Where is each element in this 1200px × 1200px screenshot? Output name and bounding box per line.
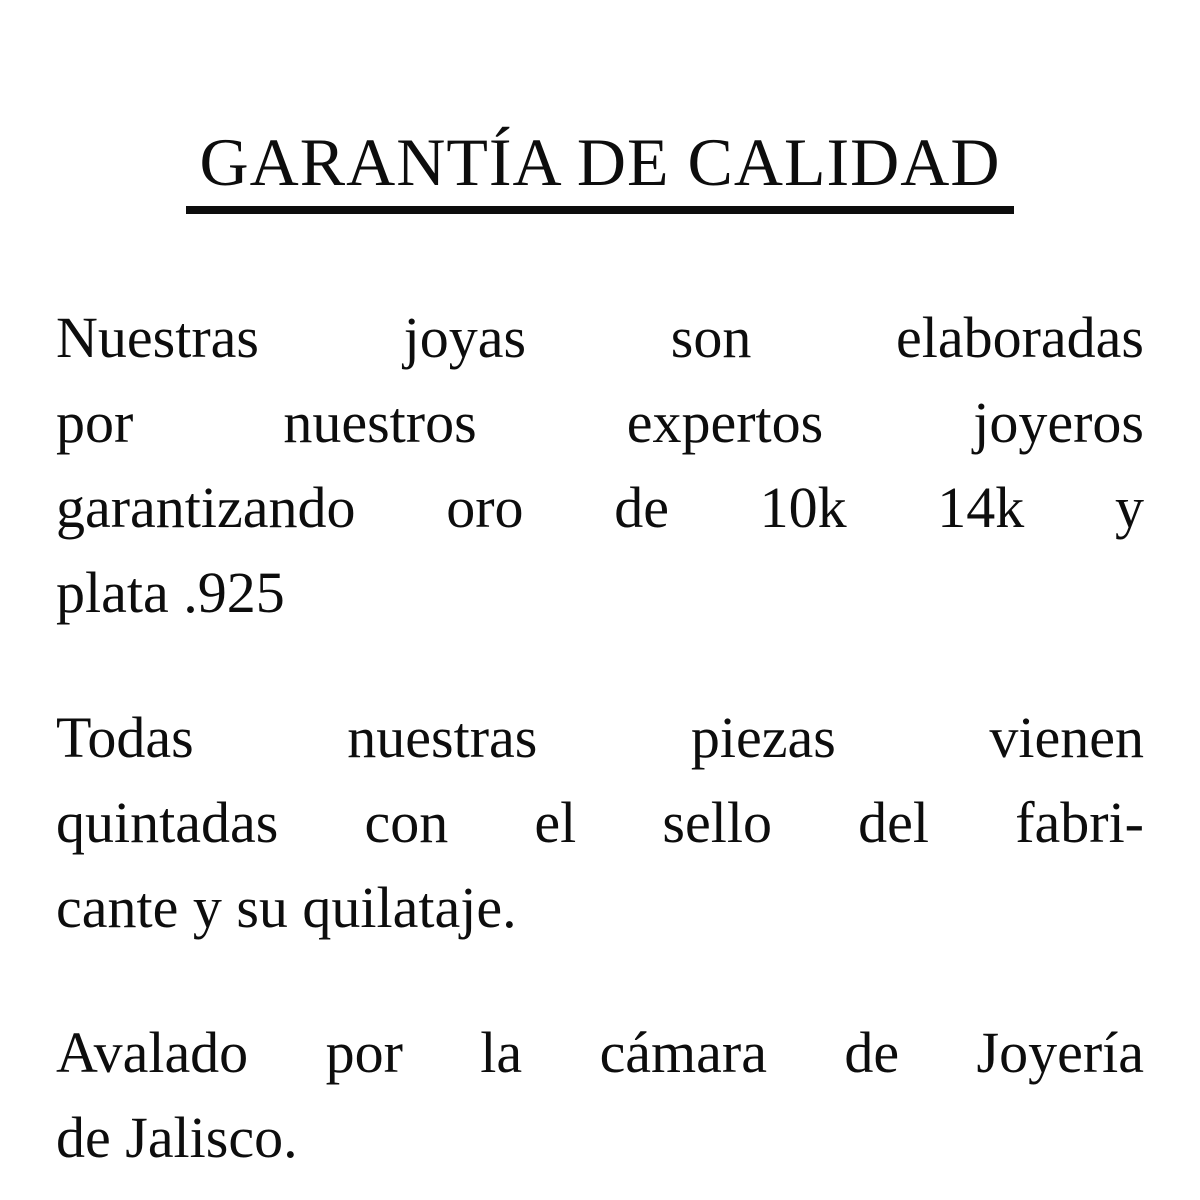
body-text	[56, 295, 1144, 1180]
paragraph-line: Avalado por la cámara de Joyería	[56, 1020, 1144, 1086]
paragraph-line: por nuestros expertos joyeros	[56, 390, 1144, 456]
paragraph-line: Todas nuestras piezas vienen	[56, 705, 1144, 771]
paragraph-endorsement	[56, 1010, 1144, 1180]
paragraph-hallmark	[56, 695, 1144, 950]
paragraph-line: plata .925	[56, 560, 285, 626]
paragraph-line: de Jalisco.	[56, 1105, 298, 1171]
paragraph-line: quintadas con el sello del fabri-	[56, 790, 1144, 856]
paragraph-line: garantizando oro de 10k 14k y	[56, 475, 1144, 541]
page-title: GARANTÍA DE CALIDAD	[186, 128, 1015, 214]
paragraph-line: Nuestras joyas son elaboradas	[56, 305, 1144, 371]
paragraph-materials	[56, 295, 1144, 635]
paragraph-line: cante y su quilataje.	[56, 875, 517, 941]
title-section	[56, 82, 1144, 259]
